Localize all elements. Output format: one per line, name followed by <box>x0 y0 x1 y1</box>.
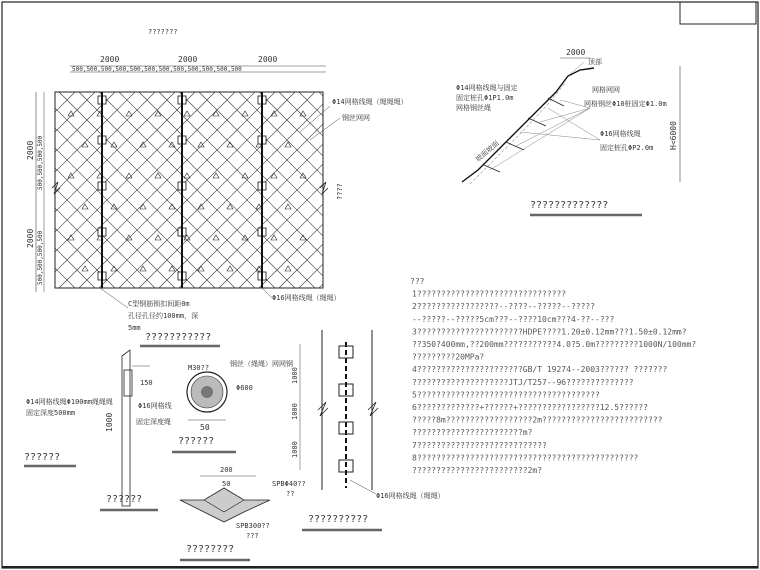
elevation-top-label: ??????? <box>148 28 178 36</box>
mesh-wire <box>0 92 155 288</box>
note-line: 8?????????????????????????????????????????????? <box>412 453 639 463</box>
mesh-marker <box>213 173 219 178</box>
note-line: 1??????????????????????????????? <box>412 289 567 299</box>
note-line: ??350?400mm,??200mm???????????4.0?5.0m?????????1000N/100mm? <box>412 340 697 349</box>
mesh-marker <box>271 235 277 240</box>
callout-net: 钢丝网网 <box>342 114 370 122</box>
net-panel-outline <box>55 92 323 288</box>
mesh-wire <box>479 92 675 288</box>
section-label-b2: 网格钢丝Φ10桩固定Φ1.0m <box>584 100 667 108</box>
vertical-dim-3: 1000 <box>291 441 299 458</box>
anchor-caption-b: ?????? <box>106 494 143 505</box>
callout-right: ???? <box>336 183 344 200</box>
vertical-dim-1: 1000 <box>291 367 299 384</box>
note-line: ?????8m??????????????????2m????????????????????????? <box>412 415 663 425</box>
section-label-a3: 网格钢丝绳 <box>456 104 491 112</box>
ring-label-right-1: 钢丝（绳绳）网网钢 <box>230 360 293 368</box>
anchor-detail-view <box>24 350 172 510</box>
mesh-wire <box>0 92 135 288</box>
elevation-dim-left-upper: 2000 <box>26 140 35 160</box>
joint-body <box>180 488 270 522</box>
mesh-wire <box>399 92 595 288</box>
section-label-top: 顶部 <box>588 58 602 66</box>
elevation-dim-top-mid: 2000 <box>178 55 198 64</box>
section-label-b1: 网格网网 <box>592 86 620 94</box>
slope-anchor-4 <box>548 98 564 106</box>
mesh-marker <box>82 204 88 209</box>
section-leaders <box>490 62 600 170</box>
joint-caption: ???????? <box>186 544 235 555</box>
note-line: 5?????????????????????????????????????? <box>412 390 600 400</box>
sheet-border <box>2 2 758 568</box>
section-label-slope: 坡面坡面 <box>474 139 501 164</box>
joint-dim-top: 200 <box>220 466 233 474</box>
ring-detail-view <box>172 359 293 452</box>
joint-label-bottom-1: SPB300?? <box>236 522 270 530</box>
note-line: ???????????????????????m? <box>412 428 533 438</box>
mesh-wire <box>439 92 635 288</box>
callout-anchor-rope: Φ14网格线绳（绳绳绳） <box>332 98 408 106</box>
mesh-wire <box>479 92 675 288</box>
ring-caption: ?????? <box>178 436 215 447</box>
mesh-wire <box>299 92 495 288</box>
section-dim-right: H<6000 <box>669 121 678 150</box>
mesh-wire <box>499 92 695 288</box>
mesh-wire <box>0 92 55 288</box>
ring-dim: 50 <box>200 423 210 432</box>
mesh-wire <box>379 92 575 288</box>
mesh-wire <box>0 92 155 288</box>
mesh-wire <box>459 92 655 288</box>
note-line: ?????????20MPa? <box>412 352 485 362</box>
anchor-head <box>124 370 132 396</box>
callout-leader-bottom-left <box>100 288 128 308</box>
mesh-marker <box>184 173 190 178</box>
anchor-caption-a: ?????? <box>24 452 61 463</box>
mesh-marker <box>140 266 146 271</box>
joint-label-right-1: SPBΦ40?? <box>272 480 306 488</box>
mesh-wire <box>419 92 615 288</box>
mesh-wire <box>359 92 555 288</box>
mesh-marker <box>155 173 161 178</box>
vertical-break-left <box>318 402 328 416</box>
elevation-dim-top-right: 2000 <box>258 55 278 64</box>
mesh-marker <box>82 266 88 271</box>
mesh-marker <box>184 111 190 116</box>
ring-core <box>201 386 213 398</box>
ring-label-left: M30?? <box>188 364 210 372</box>
section-label-a1: Φ14网格线绳与固定 <box>456 84 518 92</box>
note-line: --?????--?????5cm???--????10cm???4-??--??? <box>412 314 615 324</box>
section-label-a2: 固定桩孔Φ1P1.0m <box>456 94 514 102</box>
vertical-dim-2: 1000 <box>291 403 299 420</box>
note-line: 7??????????????????????????? <box>412 440 547 450</box>
ring-label-right-2: Φ600 <box>236 384 253 392</box>
mesh-marker <box>126 111 132 116</box>
callout-bottom-left-3: 5mm <box>128 324 141 332</box>
elevation-view <box>0 28 695 346</box>
section-dim-top: 2000 <box>566 48 586 57</box>
note-line: 2?????????????????--????--?????--????? <box>412 302 596 312</box>
elevation-dim-left-upper-sub: 500,500,500,500 <box>37 135 44 190</box>
joint-detail-view <box>180 466 306 560</box>
note-line: 6?????????????+??????+?????????????????12.5?????? <box>412 403 649 412</box>
note-line: ????????????????????????2m? <box>412 466 543 475</box>
anchor-label-1: Φ14网格线绳Φ100mm绳绳绳 <box>26 398 113 406</box>
note-line: ????????????????????JTJ/T257--96?????????????? <box>412 377 634 387</box>
elevation-dim-sub: 500,500,500,500,500,500,500,500,500,500,500,500 <box>72 66 242 73</box>
joint-label-bottom-2: ??? <box>246 532 259 540</box>
mesh-marker <box>213 235 219 240</box>
section-label-c2: 固定桩孔ΦP2.0m <box>600 144 654 152</box>
mesh-wire <box>459 92 655 288</box>
mesh-wire <box>379 92 575 288</box>
note-line: ??? <box>410 277 425 286</box>
mesh-wire <box>439 92 635 288</box>
mesh-marker <box>227 266 233 271</box>
elevation-dim-left-lower-sub: 500,500,500,500 <box>37 230 44 285</box>
mesh-marker <box>285 204 291 209</box>
section-caption: ????????????? <box>530 200 609 211</box>
mesh-wire <box>399 92 595 288</box>
mesh-marker <box>155 235 161 240</box>
vertical-break-right <box>368 402 378 416</box>
callout-leader-net <box>310 118 340 140</box>
note-line: 4??????????????????????GB/T 19274--2003?????? ??????? <box>412 365 668 375</box>
mesh-wire <box>359 92 555 288</box>
break-mark-right <box>320 182 328 194</box>
note-line: 3??????????????????????HDPE????1.20±0.12mm???1.50±0.12mm? <box>412 327 687 337</box>
mesh-wire <box>0 92 55 288</box>
mesh-wire <box>0 92 95 288</box>
slope-section-view <box>456 48 680 215</box>
title-block-box <box>680 2 756 24</box>
anchor-label-3: Φ16网格线 <box>138 402 172 410</box>
elevation-dim-top-left: 2000 <box>100 55 120 64</box>
mesh-wire <box>499 92 695 288</box>
callout-bottom-right: Φ16网格线绳（绳绳） <box>272 294 341 302</box>
elevation-dim-left-lower: 2000 <box>26 228 35 248</box>
anchor-rod <box>122 350 130 506</box>
anchor-dim-top: 150 <box>140 379 153 387</box>
anchor-label-2: 固定深度500mm <box>26 409 76 417</box>
joint-dim-mid: 50 <box>222 480 231 488</box>
elevation-caption: ??????????? <box>145 332 212 343</box>
anchor-label-4: 固定深度绳 <box>136 418 171 426</box>
vertical-label-bottom: Φ16网格线绳（绳绳） <box>376 492 445 500</box>
vertical-caption: ?????????? <box>308 514 369 525</box>
callout-leader-bottom-right <box>262 288 272 298</box>
callout-bottom-left-1: C型钢筋锁扣间距0m <box>128 300 190 308</box>
mesh-marker <box>242 111 248 116</box>
section-label-c1: Φ16网格线绳 <box>600 130 641 138</box>
mesh-marker <box>285 266 291 271</box>
mesh-wire <box>0 92 135 288</box>
mesh-wire <box>419 92 615 288</box>
mesh-wire <box>299 92 495 288</box>
joint-label-right-2: ?? <box>286 490 295 498</box>
anchor-dim-v: 1000 <box>105 412 114 432</box>
slope-anchor-3 <box>528 118 546 126</box>
mesh-wire <box>0 92 95 288</box>
design-notes <box>410 277 696 475</box>
callout-bottom-left-2: 孔径孔径约100mm，深 <box>128 312 199 320</box>
slope-anchor-1 <box>484 165 500 172</box>
